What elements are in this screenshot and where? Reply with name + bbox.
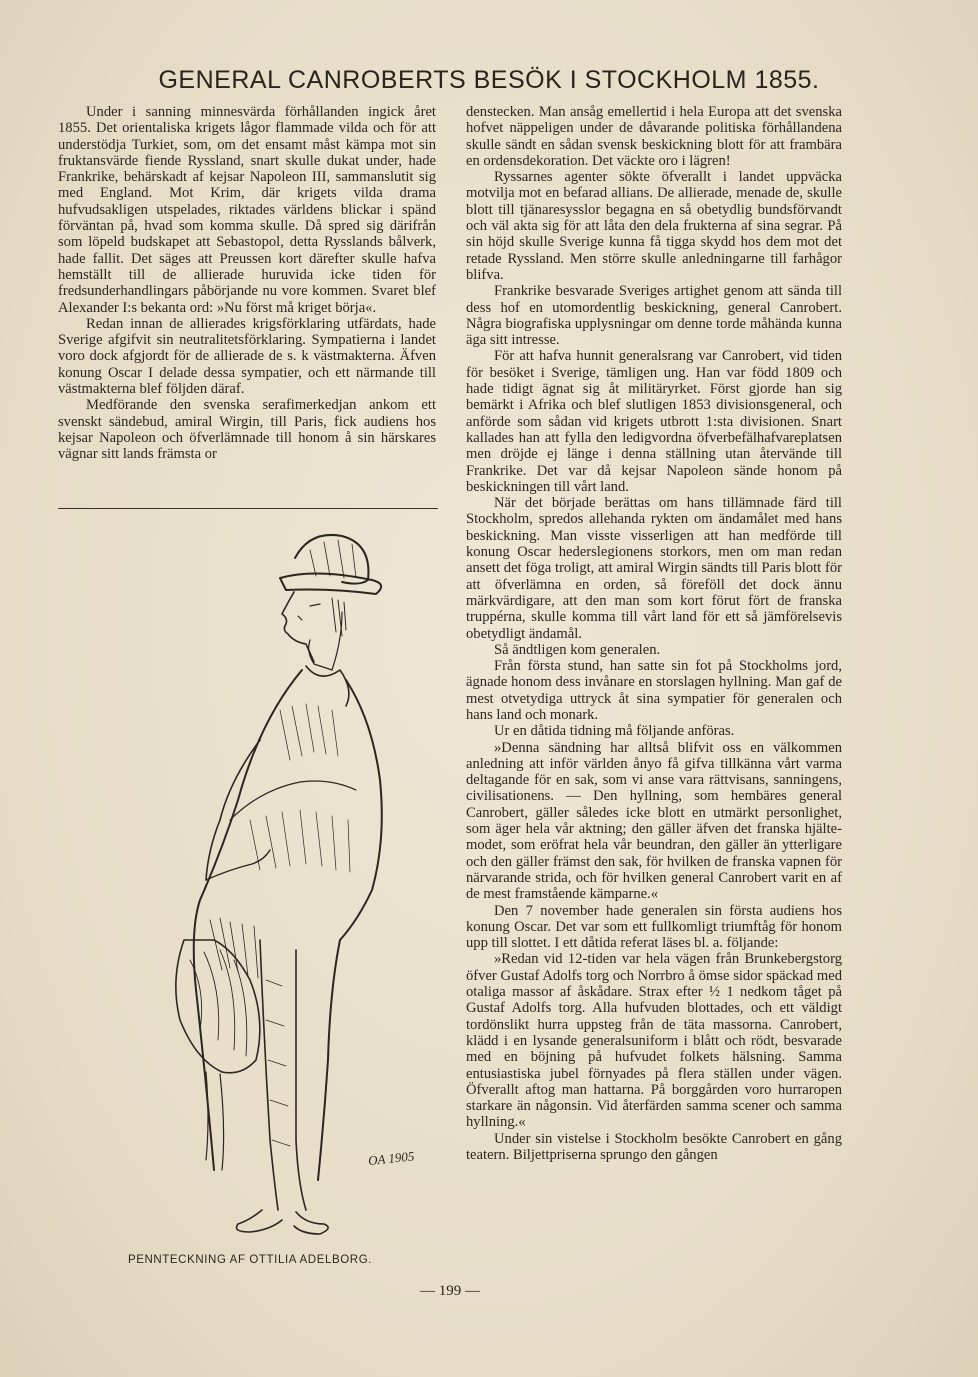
paragraph: Medförande den svenska serafimerkedjan ankom ett svenskt sändebud, amiral Wirgin, till Paris, fick audiens hos kejsar Napoleon och öfverlämnade till honom å sin härskares vägnar sitt lands främsta or <box>58 397 436 463</box>
paragraph: Ryssarnes agenter sökte öfverallt i landet uppväcka motvilja mot en befarad allians. De allierade, menade de, skulle blott till tjänaresysslor begagna en så obetydlig bundsförvandt och väl akta sig för att låta den dela frukterna af sina segrar. På sin höjd skulle Sverige kunna få tigga skydd hos dem mot det retade Ryssland. Men större skulle anledningarne till farhågor blifva. <box>466 169 842 283</box>
illustration-divider <box>58 508 438 509</box>
illustration-caption: PENNTECKNING AF OTTILIA ADELBORG. <box>127 1254 373 1266</box>
pen-drawing-illustration <box>110 520 420 1250</box>
paragraph: Så ändtligen kom generalen. <box>494 641 661 658</box>
paragraph: Ur en dåtida tidning må följande anföras. <box>494 723 735 740</box>
paragraph: Under i sanning minnesvärda förhållanden ingick året 1855. Det orientaliska krigets lågor flammade vilda och för att understödja Turkiet, som, om det ensamt måst kämpa mot sin fruktansvärde fiende Ryssland, snart skulle dukat under, hade Frankrike, behärskadt af kejsar Napoleon III, sammanslutit sig med England. Mot Krim, där krigets vilda drama hufvudsakligen utspelades, riktades världens blickar i spänd förväntan på, hvad som komma skulle. Då spred sig därifrån som löpeld budskapet att Sebastopol, detta Rysslands bålverk, hade fallit. Det säges att Preussen kort därefter skulle hafva hemställt till de allierade huruvida icke tiden för fredsunderhandlingars påbörjande nu vore kommen. Svaret blef Alexander I:s bekanta ord: »Nu först må kriget börja«. <box>58 104 436 316</box>
paragraph: denstecken. Man ansåg emellertid i hela Europa att det svenska hofvet näppeligen under de dåvarande politiska förhållandena skulle sändt en sådan svensk beskickning blott för att frambära en ordensdekoration. Det väckte oro i lägren! <box>466 104 842 169</box>
artist-signature: OA 1905 <box>367 1148 416 1169</box>
article-title: GENERAL CANROBERTS BESÖK I STOCKHOLM 1855. <box>158 66 820 94</box>
page-number: — 199 — <box>420 1283 480 1299</box>
paragraph: När det började berättas om hans tillämnade färd till Stockholm, spredos allehanda rykten om ändamålet med hans beskickning. Man visste visserligen att han medförde till konung Oscar hederslegionens storkors, men om man redan ansett det föga troligt, att amiral Wirgin sändts till Paris blott för att öfverlämna en orden, så föreföll det dock ännu märkvärdigare, att den man som kort förut fört de franska truppérna, skulle komma till vårt land för ett så jämförelsevis obetydligt ändamål. <box>466 495 842 642</box>
paragraph: Under sin vistelse i Stockholm besökte Canrobert en gång teatern. Biljettpriserna sprungo den gången <box>466 1130 842 1163</box>
paragraph: »Redan vid 12-tiden var hela vägen från Brunkebergstorg öfver Gustaf Adolfs torg och Norrbro å ömse sidor späckad med otaliga massor af åskådare. Strax efter ½ 1 nedkom tåget på Gustaf Adolfs torg. Alla hufvuden blottades, och ett väldigt tordönslikt hurra uppsteg från de täta massorna. Canrobert, klädd i en lysande generalsuniform i blått och rödt, besvarade med en böjning på hufvudet folkets hälsning. Samma entusiastiska jubel förnyades på flera ställen under vägen. Öfverallt aftog man hattarna. På borggården voro hurraropen starkare än någonsin. Vid återfärden samma scener och samma hyllning.« <box>466 951 842 1131</box>
paragraph: »Denna sändning har alltså blifvit oss en välkommen anledning att inför världen ånyo få gifva tillkänna vårt varma deltagande för en sak, som vi anse vara rättvisans, sanningens, civilisationens. — Den hyllning, som hembäres general Canrobert, gäller således icke blott en utmärkt personlighet, som äger hela vår aktning; den gäller äfven det franska hjältemodet, som eröfrat hela vår beundran, den gäller än ytterligare och den gäller främst den sak, för hvilken de franska vapnen för närvarande strida, och för hvilken general Canrobert varit en af de mest framstående kämparne.« <box>466 739 842 903</box>
left-column <box>58 104 436 463</box>
paragraph: Från första stund, han satte sin fot på Stockholms jord, ägnade honom dess invånare en storslagen hyllning. Man gaf de mest otvetydiga uttryck åt sina sympatier för generalen och hans land och monark. <box>466 658 842 723</box>
paragraph: Redan innan de allierades krigsförklaring utfärdats, hade Sverige afgifvit sin neutralitetsförklaring. Sympatierna i landet voro dock afgjordt för de allierade de s. k västmakterna. Äfven konung Oscar I delade dessa sympatier, och ett närmande till västmakterna blef följden däraf. <box>58 315 436 398</box>
right-column <box>466 104 842 1163</box>
paragraph: För att hafva hunnit generalsrang var Canrobert, vid tiden för besöket i Sverige, tämligen ung. Han var född 1809 och hade tidigt ägnat sig åt militäryrket. Först gjorde han sig bemärkt i Afrika och blef slutligen 1853 divisionsgeneral, och anförde som sådan vid krigets utbrott 1:sta divisionen. Snart kallades han att fylla den ledigvordna öfverbefälhafvareplatsen men dröjde ej länge i denna ställning utan återvände till Frankrike. Det var då kejsar Napoleon sände honom på beskickningen till vårt land. <box>466 348 842 495</box>
paragraph: Den 7 november hade generalen sin första audiens hos konung Oscar. Det var som ett fullkomligt triumftåg för honom upp till slottet. I ett dåtida referat läses bl. a. följande: <box>466 902 842 952</box>
paragraph: Frankrike besvarade Sveriges artighet genom att sända till dess hof en utomordentlig beskickning, general Canrobert. Några biografiska upplysningar om denne torde måhända kunna äga sitt intresse. <box>466 283 842 349</box>
